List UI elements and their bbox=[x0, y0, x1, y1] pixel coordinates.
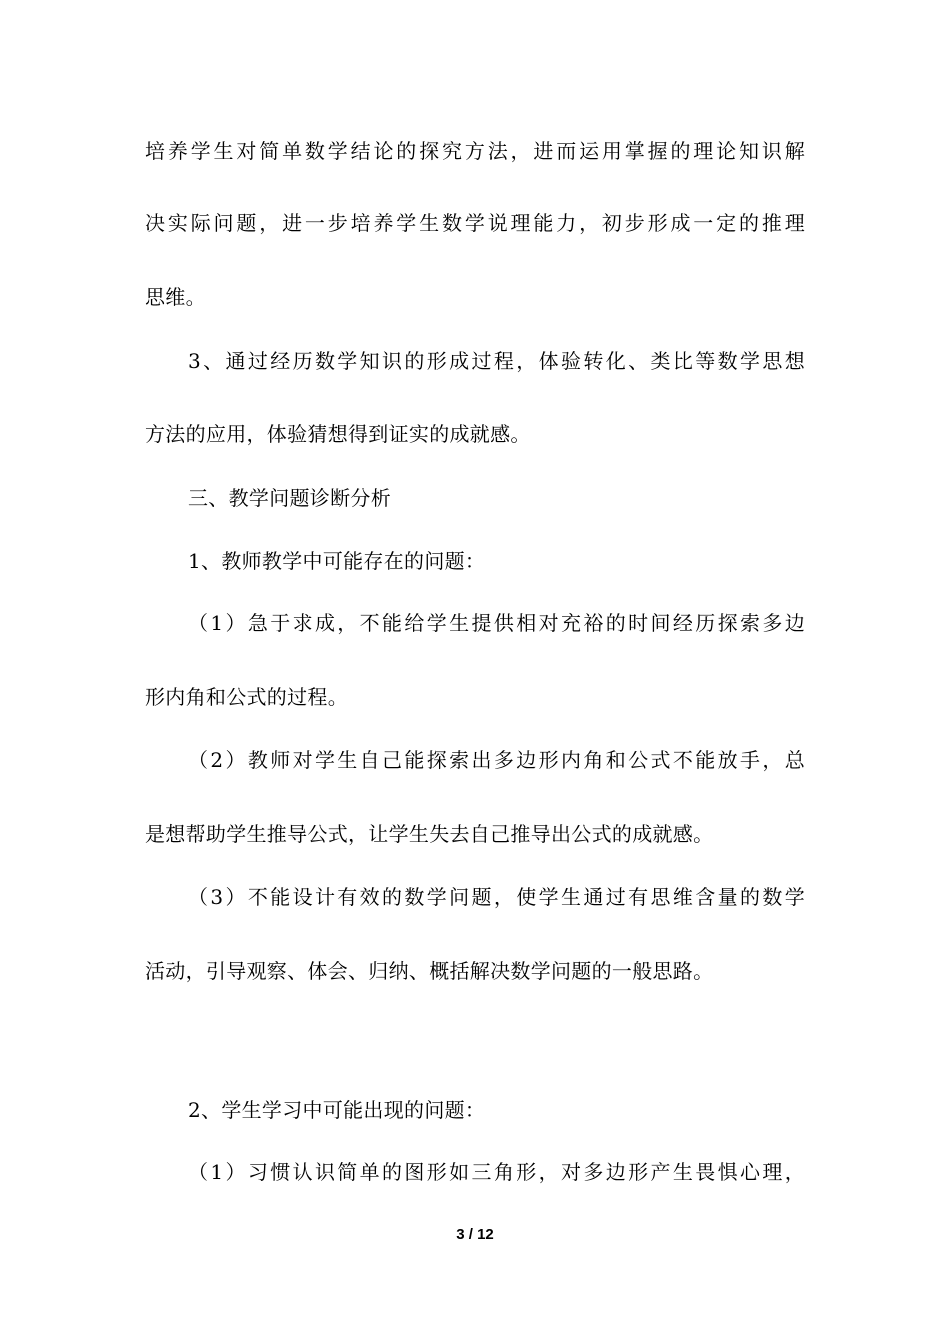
paragraph-line: 是想帮助学生推导公式，让学生失去自己推导出公式的成就感。 bbox=[145, 822, 714, 846]
subsection-heading: 2、学生学习中可能出现的问题： bbox=[188, 1098, 486, 1122]
paragraph-line: 3、通过经历数学知识的形成过程，体验转化、类比等数学思想 bbox=[188, 349, 805, 373]
paragraph-line: （1）习惯认识简单的图形如三角形，对多边形产生畏惧心理， bbox=[188, 1160, 805, 1184]
paragraph-line: （1）急于求成，不能给学生提供相对充裕的时间经历探索多边 bbox=[188, 611, 805, 635]
paragraph-line: 思维。 bbox=[145, 285, 206, 309]
paragraph-line: 培养学生对简单数学结论的探究方法，进而运用掌握的理论知识解 bbox=[145, 139, 805, 163]
paragraph-line: （3）不能设计有效的数学问题，使学生通过有思维含量的数学 bbox=[188, 885, 805, 909]
section-heading: 三、教学问题诊断分析 bbox=[188, 486, 391, 510]
paragraph-line: 形内角和公式的过程。 bbox=[145, 685, 348, 709]
paragraph-line: 决实际问题，进一步培养学生数学说理能力，初步形成一定的推理 bbox=[145, 211, 805, 235]
subsection-heading: 1、教师教学中可能存在的问题： bbox=[188, 549, 486, 573]
page-number: 3 / 12 bbox=[456, 1226, 494, 1243]
paragraph-line: 方法的应用，体验猜想得到证实的成就感。 bbox=[145, 422, 531, 446]
paragraph-line: （2）教师对学生自己能探索出多边形内角和公式不能放手，总 bbox=[188, 748, 805, 772]
paragraph-line: 活动，引导观察、体会、归纳、概括解决数学问题的一般思路。 bbox=[145, 959, 714, 983]
